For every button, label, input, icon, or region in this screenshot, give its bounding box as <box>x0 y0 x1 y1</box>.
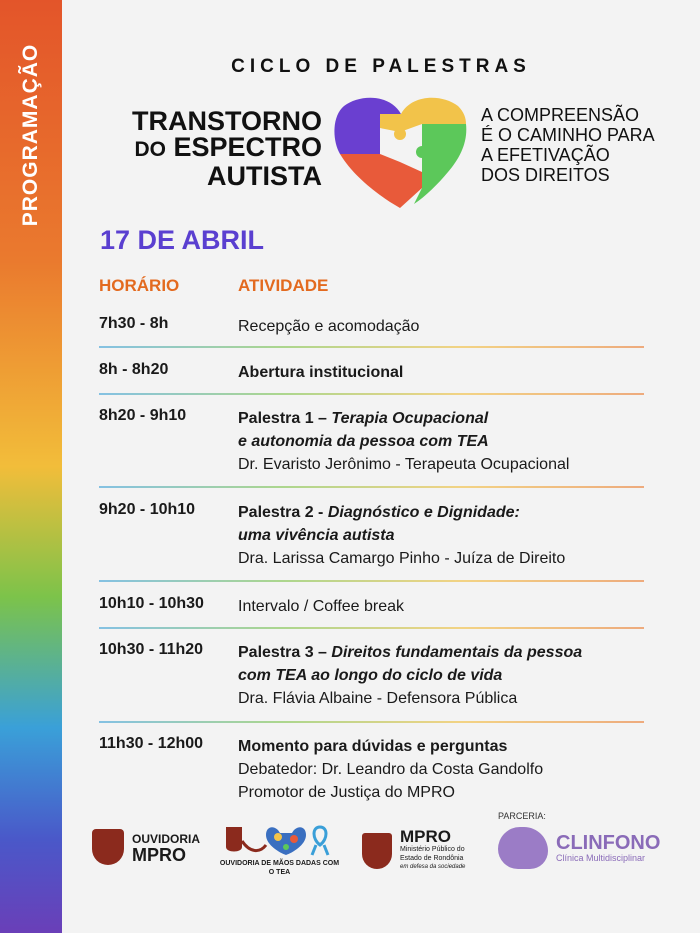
row-speaker: Dra. Larissa Camargo Pinho - Juíza de Direito <box>238 550 566 567</box>
sidebar-label: PROGRAMAÇÃO <box>19 43 42 227</box>
mpro-logo: MPRO Ministério Público do Estado de Rondônia em defesa da sociedade <box>362 829 482 872</box>
puzzle-heart-icon <box>330 92 472 210</box>
tagline: A COMPREENSÃO É O CAMINHO PARA A EFETIVAÇÃO DOS DIREITOS <box>481 105 655 185</box>
title-line1: TRANSTORNO <box>131 106 322 136</box>
row-time: 10h30 - 11h20 <box>99 641 204 658</box>
row-activity: Recepção e acomodação <box>238 318 420 335</box>
row-activity: Abertura institucional <box>238 364 404 381</box>
mpro-shield-icon <box>362 833 392 869</box>
row-time: 8h - 8h20 <box>99 361 169 378</box>
row-speaker: Dra. Flávia Albaine - Defensora Pública <box>238 690 518 707</box>
rainbow-sidebar <box>0 0 62 933</box>
row-activity: Palestra 3 – Direitos fundamentais da pessoa com TEA ao longo do ciclo de vida Dra. Flávia Albaine - Defensora Pública <box>238 641 582 710</box>
title-line2: DO ESPECTRO <box>134 132 322 162</box>
row-activity: Palestra 2 - Diagnóstico e Dignidade: uma vivência autista Dra. Larissa Camargo Pinho - Juíza de Direito <box>238 501 565 570</box>
row-time: 11h30 - 12h00 <box>99 735 204 752</box>
column-header-activity: ATIVIDADE <box>238 276 329 295</box>
row-time: 10h10 - 10h30 <box>99 595 204 612</box>
parceria-label: PARCERIA: <box>498 811 546 821</box>
row-time: 9h20 - 10h10 <box>99 501 196 518</box>
row-activity: Palestra 1 – Terapia Ocupacional e autonomia da pessoa com TEA Dr. Evaristo Jerônimo - Terapeuta Ocupacional <box>238 407 569 476</box>
row-time: 8h20 - 9h10 <box>99 407 187 424</box>
hands-puzzle-ribbon-icon <box>220 823 340 857</box>
event-date: 17 DE ABRIL <box>100 225 265 255</box>
row-activity: Momento para dúvidas e perguntas Debatedor: Dr. Leandro da Costa Gandolfo Promotor de Justiça do MPRO <box>238 738 544 801</box>
row-divider <box>99 627 644 629</box>
row-divider <box>99 346 644 348</box>
brain-icon <box>498 827 548 869</box>
column-header-time: HORÁRIO <box>99 276 180 295</box>
row-divider <box>99 580 644 582</box>
row-divider <box>99 721 644 723</box>
row-divider <box>99 393 644 395</box>
clinfono-logo: CLINFONO Clínica Multidisciplinar <box>498 827 660 869</box>
row-activity: Intervalo / Coffee break <box>238 598 405 615</box>
ouvidoria-mpro-logo: OUVIDORIA MPRO <box>92 829 200 865</box>
ouvidoria-shield-icon <box>92 829 124 865</box>
cycle-title: CICLO DE PALESTRAS <box>231 56 531 77</box>
row-speaker: Dr. Evaristo Jerônimo - Terapeuta Ocupacional <box>238 456 570 473</box>
event-title <box>132 108 322 189</box>
ouvidoria-maos-dadas-logo: OUVIDORIA DE MÃOS DADAS COM O TEA <box>217 823 342 877</box>
row-time: 7h30 - 8h <box>99 315 169 332</box>
row-divider <box>99 486 644 488</box>
title-line3: AUTISTA <box>207 161 322 191</box>
partner-logos <box>62 811 700 885</box>
